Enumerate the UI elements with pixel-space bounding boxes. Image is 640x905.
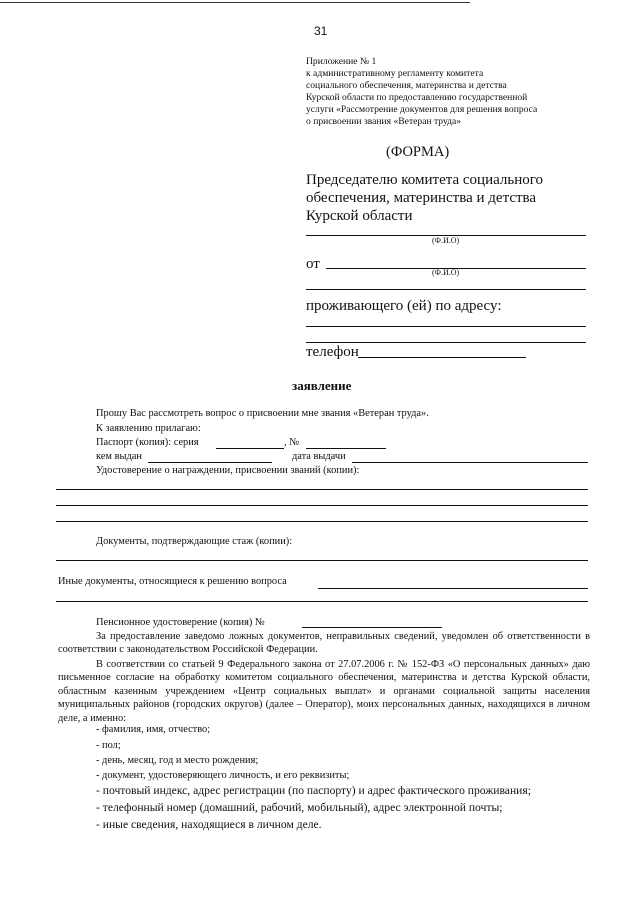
address-line[interactable] [306, 342, 586, 343]
scan-edge-line [0, 2, 470, 3]
issued-by-field[interactable] [148, 462, 272, 463]
passport-series-field[interactable] [216, 448, 284, 449]
liability-paragraph [58, 630, 590, 657]
data-list-item: - почтовый индекс, адрес регистрации (по паспорту) и адрес фактического проживания; [96, 784, 531, 797]
phone-label: телефон [306, 344, 359, 360]
other-docs-line[interactable] [318, 588, 588, 589]
consent-text: В соответствии со статьей 9 Федерального закона от 27.07.2006 г. № 152-ФЗ «О персональных данных» даю письменное согласие на обработку комитетом социального обеспечения, материнства и детства Курской области, областным казенным учреждением «Центр социальных выплат» и органами социальной защиты населения муниципальных районов (городских округов) (далее – Оператор), моих персональных данных, находящихся в личном деле, а именно: [58, 659, 590, 724]
liability-text: За предоставление заведомо ложных документов, неправильных сведений, уведомлен об ответственности в соответствии с законодательством Российской Федерации. [58, 631, 590, 656]
awards-line[interactable] [56, 505, 588, 506]
request-text: Прошу Вас рассмотреть вопрос о присвоении мне звания «Ветеран труда». [96, 408, 429, 419]
consent-paragraph [58, 658, 590, 725]
data-list-item: - фамилия, имя, отчество; [96, 724, 211, 735]
appendix-line: Курской области по предоставлению государственной [306, 92, 528, 103]
awards-line[interactable] [56, 521, 588, 522]
passport-number-field[interactable] [306, 448, 386, 449]
attach-label: К заявлению прилагаю: [96, 423, 201, 434]
data-list-item: - иные сведения, находящиеся в личном деле. [96, 818, 322, 831]
passport-label: Паспорт (копия): серия [96, 437, 199, 448]
appendix-line: Приложение № 1 [306, 56, 377, 67]
residing-label: проживающего (ей) по адресу: [306, 298, 502, 314]
addressee-line: Председателю комитета социального [306, 172, 544, 188]
fio-caption: (Ф.И.О) [432, 236, 460, 245]
issue-date-field[interactable] [352, 462, 588, 463]
phone-line[interactable] [358, 357, 526, 358]
data-list-item: - документ, удостоверяющего личность, и его реквизиты; [96, 770, 350, 781]
other-docs-line[interactable] [56, 601, 588, 602]
document-title: заявление [292, 378, 352, 393]
pension-number-field[interactable] [302, 627, 442, 628]
address-line[interactable] [306, 326, 586, 327]
appendix-line: услуги «Рассмотрение документов для решения вопроса [306, 104, 538, 115]
data-list-item: - телефонный номер (домашний, рабочий, мобильный), адрес электронной почты; [96, 801, 503, 814]
other-docs-label: Иные документы, относящиеся к решению вопроса [58, 576, 287, 587]
experience-label: Документы, подтверждающие стаж (копии): [96, 536, 293, 547]
appendix-line: социального обеспечения, материнства и детства [306, 80, 507, 91]
awards-line[interactable] [56, 489, 588, 490]
issued-by-label: кем выдан [96, 451, 142, 462]
awards-label: Удостоверение о награждении, присвоении званий (копии): [96, 465, 360, 476]
page-number: 31 [314, 24, 328, 38]
pension-label: Пенсионное удостоверение (копия) № [96, 617, 265, 628]
data-list-item: - день, месяц, год и место рождения; [96, 755, 259, 766]
applicant-name-line-2[interactable] [306, 289, 586, 290]
data-list-item: - пол; [96, 740, 121, 751]
issue-date-label: дата выдачи [292, 451, 346, 462]
from-label: от [306, 256, 320, 272]
form-label: (ФОРМА) [386, 144, 450, 160]
appendix-line: к административному регламенту комитета [306, 68, 484, 79]
appendix-line: о присвоении звания «Ветеран труда» [306, 116, 462, 127]
passport-number-label: , № [284, 437, 300, 448]
addressee-line: Курской области [306, 208, 413, 224]
fio-caption: (Ф.И.О) [432, 268, 460, 277]
addressee-line: обеспечения, материнства и детства [306, 190, 537, 206]
experience-line[interactable] [56, 560, 588, 561]
